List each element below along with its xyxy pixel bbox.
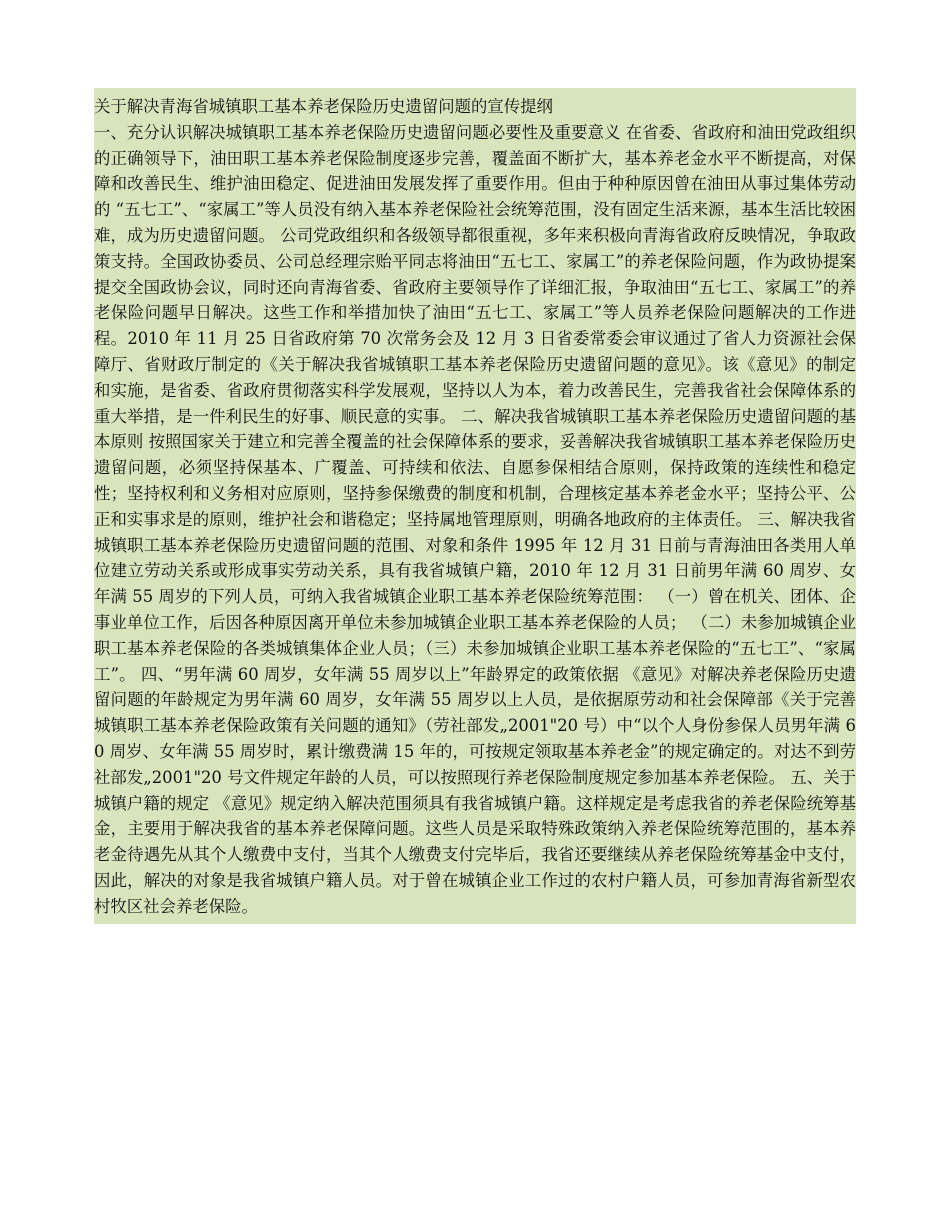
document-title: 关于解决青海省城镇职工基本养老保险历史遗留问题的宣传提纲 [94,97,553,116]
document-body: 一、充分认识解决城镇职工基本养老保险历史遗留问题必要性及重要意义 在省委、省政府和油田党政组织的正确领导下，油田职工基本养老保险制度逐步完善，覆盖面不断扩大，基本养老金水平不断提高，对保障和改善民生、维护油田稳定、促进油田发展发挥了重要作用。但由于种种原因曾在油田从事过集体劳动的 “五七工”、“家属工”等人员没有纳入基本养老保险社会统筹范围，没有固定生活来源，基本生活比较困难，成为历史遗留问题。 公司党政组织和各级领导都很重视，多年来积极向青海省政府反映情况，争取政策支持。全国政协委员、公司总经理宗贻平同志将油田“五七工、家属工”的养老保险问题，作为政协提案提交全国政协会议，同时还向青海省委、省政府主要领导作了详细汇报，争取油田“五七工、家属工”的养老保险问题早日解决。这些工作和举措加快了油田“五七工、家属工”等人员养老保险问题解决的工作进程。2010 年 11 月 25 日省政府第 70 次常务会及 12 月 3 日省委常委会审议通过了省人力资源社会保障厅、省财政厅制定的《关于解决我省城镇职工基本养老保险历史遗留问题的意见》。该《意见》的制定和实施，是省委、省政府贯彻落实科学发展观，坚持以人为本，着力改善民生，完善我省社会保障体系的重大举措，是一件利民生的好事、顺民意的实事。 二、解决我省城镇职工基本养老保险历史遗留问题的基本原则 按照国家关于建立和完善全覆盖的社会保障体系的要求，妥善解决我省城镇职工基本养老保险历史遗留问题，必须坚持保基本、广覆盖、可持续和依法、自愿参保相结合原则，保持政策的连续性和稳定性；坚持权利和义务相对应原则，坚持参保缴费的制度和机制，合理核定基本养老金水平；坚持公平、公正和实事求是的原则，维护社会和谐稳定；坚持属地管理原则，明确各地政府的主体责任。 三、解决我省城镇职工基本养老保险历史遗留问题的范围、对象和条件 1995 年 12 月 31 日前与青海油田各类用人单位建立劳动关系或形成事实劳动关系，具有我省城镇户籍，2010 年 12 月 31 日前男年满 60 周岁、女年满 55 周岁的下列人员，可纳入我省城镇企业职工基本养老保险统筹范围： （一）曾在机关、团体、企事业单位工作，后因各种原因离开单位未参加城镇企业职工基本养老保险的人员； （二）未参加城镇企业职工基本养老保险的各类城镇集体企业人员；（三）未参加城镇企业职工基本养老保险的“五七工”、“家属工”。 四、“男年满 60 周岁，女年满 55 周岁以上”年龄界定的政策依据 《意见》对解决养老保险历史遗留问题的年龄规定为男年满 60 周岁，女年满 55 周岁以上人员，是依据原劳动和社会保障部《关于完善城镇职工基本养老保险政策有关问题的通知》（劳社部发„2001"20 号）中“以个人身份参保人员男年满 60 周岁、女年满 55 周岁时，累计缴费满 15 年的，可按规定领取基本养老金”的规定确定的。对达不到劳社部发„2001"20 号文件规定年龄的人员，可以按照现行养老保险制度规定参加基本养老保险。 五、关于城镇户籍的规定 《意见》规定纳入解决范围须具有我省城镇户籍。这样规定是考虑我省的养老保险统筹基金，主要用于解决我省的基本养老保障问题。这些人员是采取特殊政策纳入养老保险统筹范围的，基本养老金待遇先从其个人缴费中支付，当其个人缴费支付完毕后，我省还要继续从养老保险统筹基金中支付，因此，解决的对象是我省城镇户籍人员。对于曾在城镇企业工作过的农村户籍人员，可参加青海省新型农村牧区社会养老保险。 [94,122,856,916]
highlighted-text-block [94,88,856,924]
